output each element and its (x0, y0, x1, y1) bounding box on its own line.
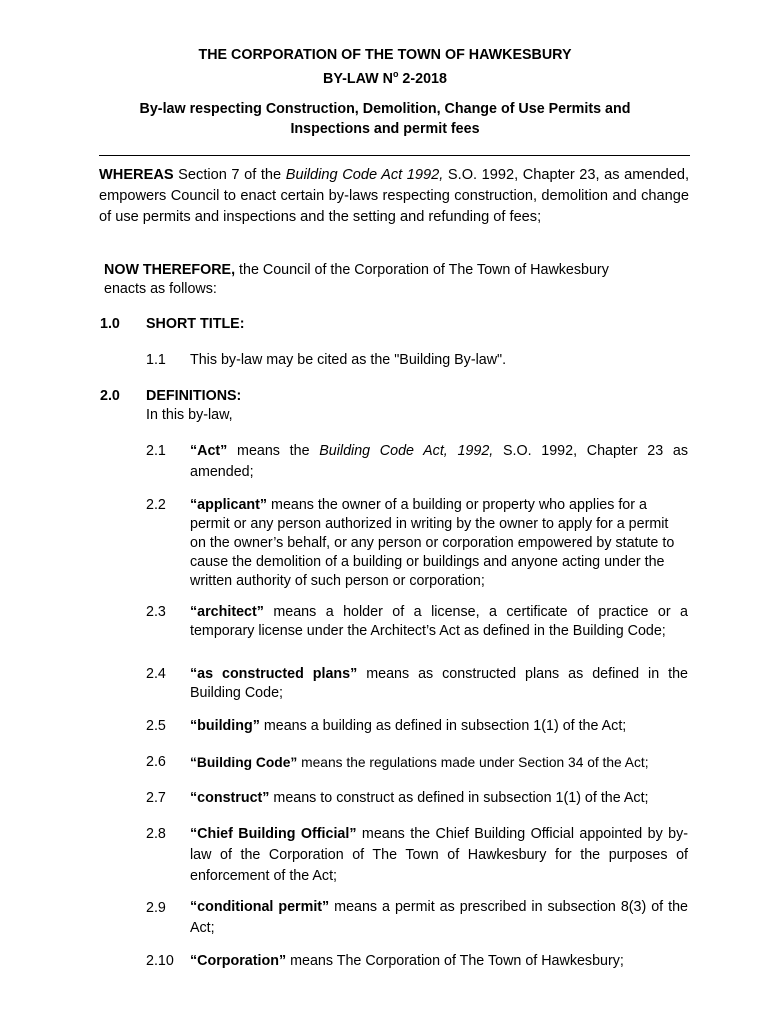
definition-term: “Building Code” (190, 755, 298, 770)
whereas-text-1: Section 7 of the (173, 167, 286, 183)
definition-construct (190, 789, 688, 808)
header-divider (99, 155, 690, 156)
bylaw-number-prefix: BY-LAW N (323, 70, 393, 87)
definition-text: means a holder of a license, a certificate of practice or a temporary license under the Architect’s Act as defined in the Building Code; (190, 604, 688, 639)
section-1-title: SHORT TITLE: (146, 316, 245, 332)
definition-number: 2.3 (146, 604, 166, 620)
definition-term: “Chief Building Official” (190, 826, 357, 842)
definition-term: “construct” (190, 790, 270, 806)
now-therefore-line2: enacts as follows: (104, 281, 217, 297)
bylaw-number (0, 65, 770, 89)
definition-text: S.O. 1992, Chapter 23 as amended; (190, 443, 689, 480)
whereas-text-2: S.O. 1992, Chapter 23, as amended, empowers Council to enact certain by-laws respecting construction, demolition and change of use permits and inspections and the setting and refunding of fees; (99, 167, 690, 225)
definition-number: 2.2 (146, 497, 166, 513)
definition-architect (190, 603, 688, 641)
definition-term: “conditional permit” (190, 899, 330, 915)
definition-term: “architect” (190, 604, 264, 620)
definition-as-constructed-plans (190, 665, 688, 703)
definition-text: means a building as defined in subsection 1(1) of the Act; (259, 718, 627, 734)
definition-building-code (190, 753, 688, 772)
bylaw-number-value: 2-2018 (398, 70, 447, 87)
definition-number: 2.4 (146, 666, 166, 682)
now-therefore-text: the Council of the Corporation of The Town of Hawkesbury (235, 262, 609, 278)
section-2-intro: In this by-law, (146, 407, 233, 423)
definition-act (190, 441, 688, 483)
definition-chief-building-official (190, 824, 688, 887)
corporation-title: THE CORPORATION OF THE TOWN OF HAWKESBURY (198, 47, 572, 63)
definition-number: 2.5 (146, 718, 166, 734)
definition-applicant (190, 496, 688, 591)
definition-text: means the regulations made under Section 34 of the Act; (297, 755, 649, 770)
bylaw-number-superscript: o (392, 69, 399, 79)
bylaw-subtitle-line1: By-law respecting Construction, Demolition, Change of Use Permits and (139, 101, 631, 117)
definition-number: 2.8 (146, 826, 166, 842)
section-2-number: 2.0 (100, 388, 120, 404)
definition-term: “applicant” (190, 497, 268, 513)
definition-term: “Act” (190, 443, 228, 459)
section-2-title: DEFINITIONS: (146, 388, 242, 404)
definition-text: means the (227, 443, 320, 459)
definition-act-title: Building Code Act, 1992, (319, 443, 494, 459)
whereas-act-title: Building Code Act 1992, (285, 167, 444, 183)
definition-term: “Corporation” (190, 953, 287, 969)
definition-number: 2.10 (146, 953, 174, 969)
section-1-1-text: This by-law may be cited as the "Building By-law". (190, 352, 507, 368)
definition-term: “as constructed plans” (190, 666, 358, 682)
now-therefore-line1 (104, 261, 694, 280)
whereas-paragraph (99, 165, 689, 228)
definition-text: means to construct as defined in subsection 1(1) of the Act; (269, 790, 649, 806)
definition-building (190, 717, 688, 736)
bylaw-subtitle-line2: Inspections and permit fees (290, 121, 480, 137)
definition-number: 2.7 (146, 790, 166, 806)
definition-conditional-permit (190, 897, 688, 939)
definition-corporation (190, 952, 688, 971)
definition-text: means as constructed plans as defined in the Building Code; (190, 666, 688, 701)
definition-term: “building” (190, 718, 260, 734)
now-therefore-lead: NOW THEREFORE, (104, 262, 236, 278)
definition-number: 2.9 (146, 900, 166, 916)
whereas-lead: WHEREAS (99, 167, 174, 183)
definition-text: means The Corporation of The Town of Hawkesbury; (286, 953, 624, 969)
section-1-1-number: 1.1 (146, 352, 166, 368)
definition-number: 2.6 (146, 754, 166, 770)
definition-number: 2.1 (146, 443, 166, 459)
section-1-number: 1.0 (100, 316, 120, 332)
definition-text: means the Chief Building Official appointed by by-law of the Corporation of The Town of Hawkesbury for the purposes of enforcement of the Act; (190, 826, 688, 884)
definition-text: means a permit as prescribed in subsection 8(3) of the Act; (190, 899, 688, 936)
definition-text: means the owner of a building or property who applies for a permit or any person authorized in writing by the owner to apply for a permit on the owner’s behalf, or any person or corporation empowered by statute to cause the demolition of a building or buildings and anyone acting under the written authority of such person or corporation; (190, 497, 675, 589)
